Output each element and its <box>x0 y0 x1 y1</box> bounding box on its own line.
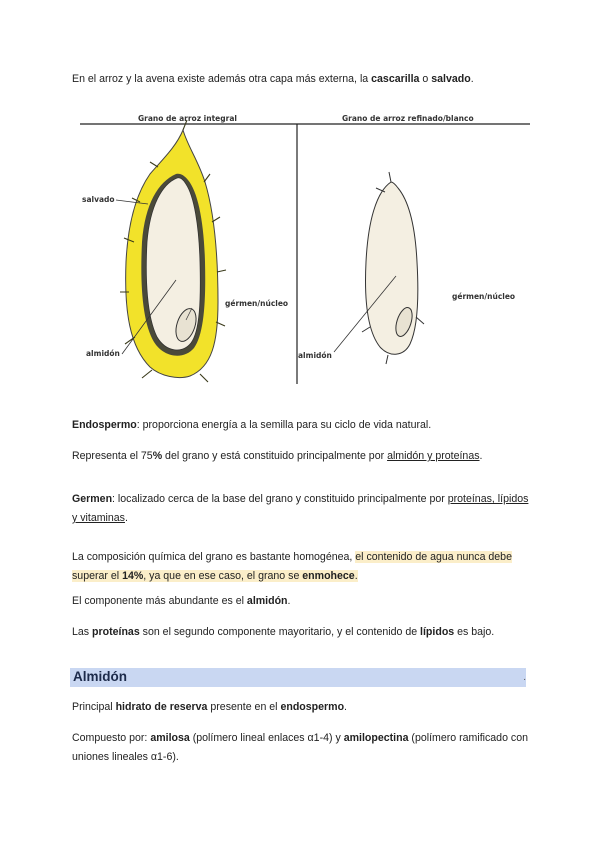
term-cascarilla: cascarilla <box>371 73 420 85</box>
representa-paragraph: Representa el 75% del grano y está constituido principalmente por almidón y proteínas. <box>72 450 483 462</box>
label-germen-right: gérmen/núcleo <box>452 292 516 301</box>
principal-paragraph: Principal hidrato de reserva presente en el endospermo. <box>72 701 347 713</box>
componente-paragraph: El componente más abundante es el almidón. <box>72 595 291 607</box>
refined-endosperm <box>366 182 418 354</box>
label-almidon-left: almidón <box>86 349 120 358</box>
intro-paragraph: En el arroz y la avena existe además otra capa más externa, la cascarilla o salvado. <box>72 73 474 85</box>
title-integral: Grano de arroz integral <box>138 114 237 123</box>
label-germen-left: gérmen/núcleo <box>225 299 289 308</box>
term-endospermo: Endospermo <box>72 419 137 431</box>
label-salvado: salvado <box>82 195 115 204</box>
section-title: Almidón <box>73 669 127 684</box>
proteinas-paragraph: Las proteínas son el segundo componente mayoritario, y el contenido de lípidos es bajo. <box>72 626 495 638</box>
endospermo-paragraph: Endospermo: proporciona energía a la semilla para su ciclo de vida natural. <box>72 419 432 431</box>
compuesto-paragraph: Compuesto por: amilosa (polímero lineal enlaces α1-4) y amilopectina (polímero ramificado con uniones lineales α1-6). <box>72 732 528 763</box>
composicion-paragraph: La composición química del grano es bastante homogénea, el contenido de agua nunca debe superar el 14%, ya que en ese caso, el grano se enmohece. <box>72 551 512 582</box>
germen-paragraph: Germen: localizado cerca de la base del grano y constituido principalmente por proteínas, lípidos y vitaminas. <box>72 493 529 524</box>
label-almidon-right: almidón <box>298 351 332 360</box>
refined-grain-illustration <box>362 172 424 364</box>
section-dot: . <box>523 672 526 683</box>
section-heading-almidon <box>70 668 526 687</box>
underlined-almidon-proteinas: almidón y proteínas <box>387 450 480 462</box>
title-refinado: Grano de arroz refinado/blanco <box>342 114 474 123</box>
term-salvado: salvado <box>431 73 471 85</box>
highlight-agua: el contenido de agua nunca debe superar el 14%, ya que en ese caso, el grano se enmohece. <box>72 551 512 582</box>
underlined-proteinas-lipidos: proteínas, lípidos y vitaminas <box>72 493 529 524</box>
term-germen: Germen <box>72 493 113 505</box>
rice-grain-diagram <box>80 112 530 387</box>
whole-grain-illustration <box>120 120 226 382</box>
